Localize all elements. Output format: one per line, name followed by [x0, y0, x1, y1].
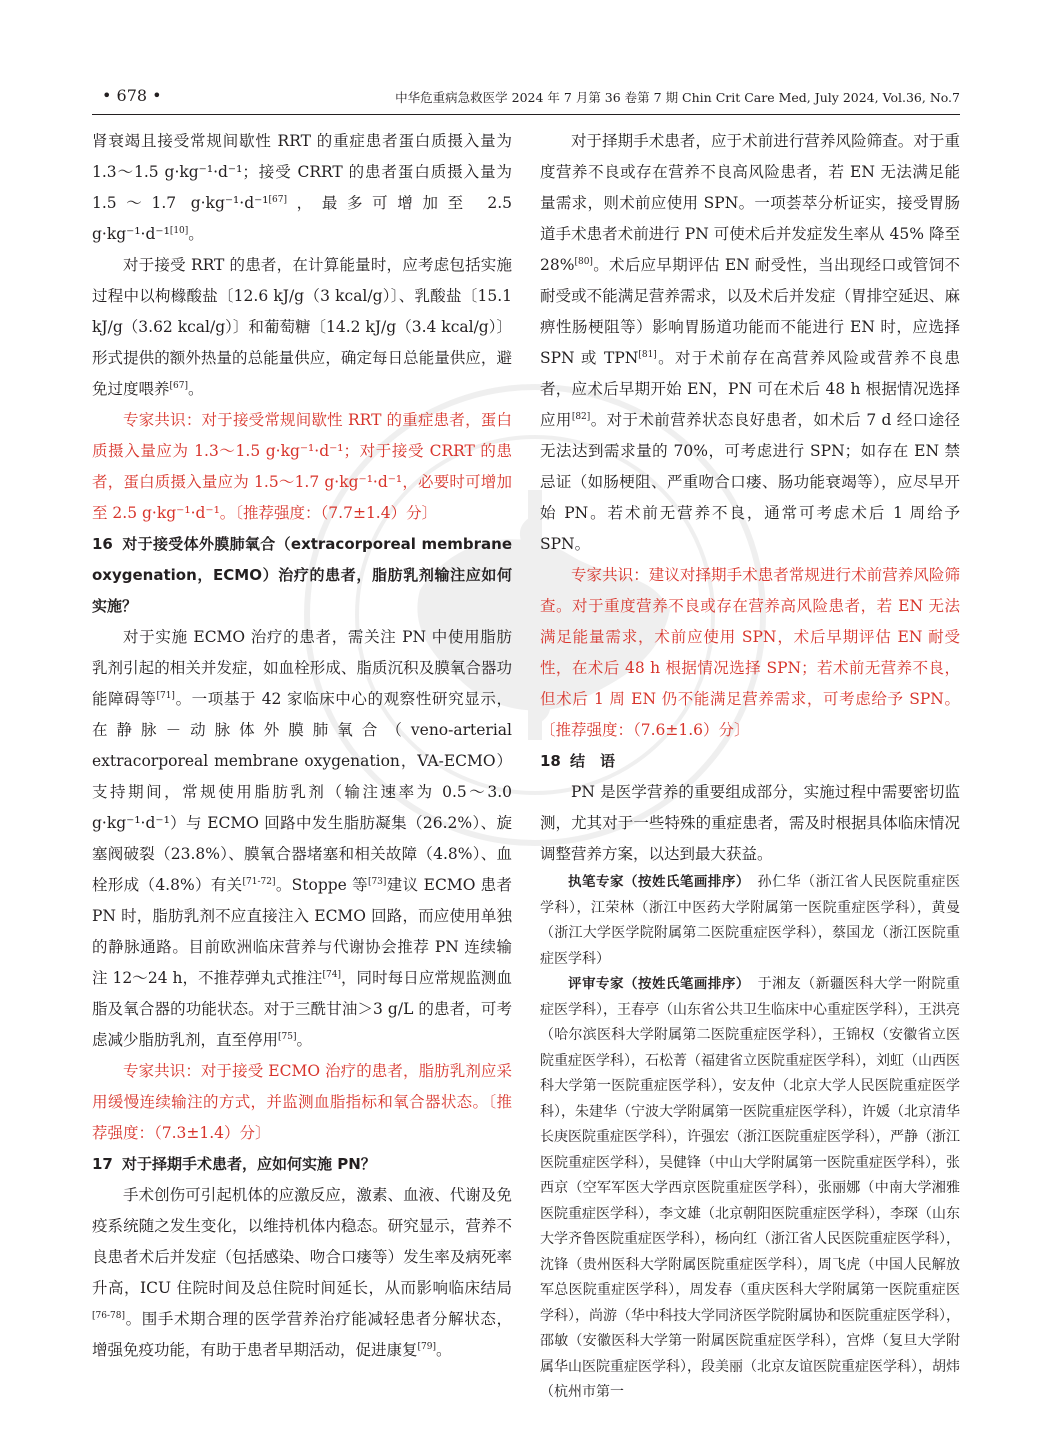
section-heading-18: 18 结 语: [540, 752, 616, 770]
citation: [67]: [169, 380, 188, 391]
citation: [73]: [367, 876, 387, 887]
review-experts: 评审专家（按姓氏笔画排序） 于湘友（新疆医科大学一附院重症医学科），王春亭（山东省公共卫生临床中心重症医学科），王洪亮（哈尔滨医科大学附属第二医院重症医学科），王锦权（安徽省立医院重症医学科），石松菁（福建省立医院重症医学科），刘虹（山西医科大学第一医院重症医学科），安友仲（北京大学人民医院重症医学科），朱建华（宁波大学附属第一医院重症医学科），许媛（北京清华长庚医院重症医学科），许强宏（浙江医院重症医学科），严静（浙江医院重症医学科），吴健锋（中山大学附属第一医院重症医学科），张西京（空军军医大学西京医院重症医学科），张丽娜（中南大学湘雅医院重症医学科），李文雄（北京朝阳医院重症医学科），李琛（山东大学齐鲁医院重症医学科），杨向红（浙江省人民医院重症医学科），沈锋（贵州医科大学附属医院重症医学科），周飞虎（中国人民解放军总医院重症医学科），周发春（重庆医科大学附属第一医院重症医学科），尚游（华中科技大学同济医学院附属协和医院重症医学科），邵敏（安徽医科大学第一附属医院重症医学科），宫烨（复旦大学附属华山医院重症医学科），段美丽（北京友谊医院重症医学科），胡炜（杭州市第一: [540, 976, 961, 1400]
citation: [82]: [571, 411, 591, 422]
citation: [80]: [574, 256, 593, 267]
paragraph: 手术创伤可引起机体的应激反应，激素、血液、代谢及免疫系统随之发生变化，以维持机体内稳态。研究显示，营养不良患者术后并发症（包括感染、吻合口瘘等）发生率及病死率升高，ICU 住院时间及总住院时间延长，从而影响临床结局[76-78]。围手术期合理的医学营养治疗能减轻患者分解状态，增强免疫功能，有助于患者早期活动，促进康复[79]。: [92, 1186, 512, 1359]
citation: [79]: [417, 1341, 436, 1352]
page-number: • 678 •: [102, 86, 162, 105]
expert-consensus: 专家共识：建议对择期手术患者常规进行术前营养风险筛查。对于重度营养不良或存在营养高风险患者，若 EN 无法满足能量需求，术前应使用 SPN，术后早期评估 EN 耐受性，在术后 48 h 根据情况选择 SPN；若术前无营养不良，但术后 1 周 EN 仍不能满足营养需求，可考虑给予 SPN。〔推荐强度：（7.6±1.6）分〕: [540, 566, 960, 739]
right-column: [540, 126, 961, 1400]
citation: [71-72]: [242, 876, 276, 887]
paragraph: PN 是医学营养的重要组成部分，实施过程中需要密切监测，尤其对于一些特殊的重症患者，需及时根据具体临床情况调整营养方案，以达到最大获益。: [540, 783, 960, 863]
citation: [76-78]: [92, 1310, 125, 1321]
expert-consensus: 专家共识：对于接受常规间歇性 RRT 的重症患者，蛋白质摄入量应为 1.3～1.5 g·kg⁻¹·d⁻¹；对于接受 CRRT 的患者，蛋白质摄入量应为 1.5～1.7 g·kg⁻¹·d⁻¹，必要时可增加至 2.5 g·kg⁻¹·d⁻¹。〔推荐强度：（7.7±1.4）分〕: [92, 411, 512, 522]
citation: [71]: [156, 690, 175, 701]
paragraph: 对于择期手术患者，应于术前进行营养风险筛查。对于重度营养不良或存在营养不良高风险患者，若 EN 无法满足能量需求，则术前应使用 SPN。一项荟萃分析证实，接受胃肠道手术患者术前进行 PN 可使术后并发症发生率从 45% 降至 28%[80]。术后应早期评估 EN 耐受性，当出现经口或管饲不耐受或不能满足营养需求，以及术后并发症（胃排空延迟、麻痹性肠梗阻等）影响胃肠道功能而不能进行 EN 时，应选择 SPN 或 TPN[81]。对于术前存在高营养风险或营养不良患者，应术后早期开始 EN，PN 可在术后 48 h 根据情况选择应用[82]。对于术前营养状态良好患者，如术后 7 d 经口途径无法达到需求量的 70%，可考虑进行 SPN；如存在 EN 禁忌证（如肠梗阻、严重吻合口瘘、肠功能衰竭等），应尽早开始 PN。若术前无营养不良，通常可考虑术后 1 周给予 SPN。: [540, 132, 960, 553]
writing-experts-label: 执笔专家（按姓氏笔画排序）: [568, 874, 744, 890]
writing-experts: 执笔专家（按姓氏笔画排序） 孙仁华（浙江省人民医院重症医学科），江荣林（浙江中医药大学附属第一医院重症医学科），黄曼（浙江大学医学院附属第二医院重症医学科），蔡国龙（浙江医院重症医学科）: [540, 874, 961, 967]
citation: [67]: [268, 194, 287, 205]
section-heading-17: 17 对于择期手术患者，应如何实施 PN？: [92, 1155, 376, 1173]
section-heading-16: 16 对于接受体外膜肺氧合（extracorporeal membrane oxygenation，ECMO）治疗的患者，脂肪乳剂输注应如何实施？: [92, 535, 512, 615]
paragraph: 对于接受 RRT 的患者，在计算能量时，应考虑包括实施过程中以枸橼酸盐〔12.6 kJ/g（3 kcal/g）〕、乳酸盐〔15.1 kJ/g（3.62 kcal/g）〕和葡萄糖〔14.2 kJ/g（3.4 kcal/g）〕形式提供的额外热量的总能量供应，确定每日总能量供应，避免过度喂养[67]。: [92, 256, 512, 398]
citation: [81]: [638, 349, 657, 360]
paragraph: 对于实施 ECMO 治疗的患者，需关注 PN 中使用脂肪乳剂引起的相关并发症，如血栓形成、脂质沉积及膜氧合器功能障碍等[71]。一项基于 42 家临床中心的观察性研究显示，在静脉－动脉体外膜肺氧合（veno-arterial extracorporeal membrane oxygenation，VA-ECMO）支持期间，常规使用脂肪乳剂（输注速率为 0.5～3.0 g·kg⁻¹·d⁻¹）与 ECMO 回路中发生脂肪凝集（26.2%）、旋塞阀破裂（23.8%）、膜氧合器堵塞和相关故障（4.8%）、血栓形成（4.8%）有关[71-72]。Stoppe 等[73]建议 ECMO 患者 PN 时，脂肪乳剂不应直接注入 ECMO 回路，而应使用单独的静脉通路。目前欧洲临床营养与代谢协会推荐 PN 连续输注 12～24 h，不推荐弹丸式推注[74]，同时每日应常规监测血脂及氧合器的功能状态。对于三酰甘油＞3 g/L 的患者，可考虑减少脂肪乳剂，直至停用[75]。: [92, 628, 513, 1049]
running-header: [92, 84, 960, 110]
review-experts-label: 评审专家（按姓氏笔画排序）: [568, 976, 744, 992]
header-rule: [92, 114, 960, 115]
left-column: [92, 126, 512, 1388]
journal-citation: 中华危重病急救医学 2024 年 7 月第 36 卷第 7 期 Chin Crit Care Med, July 2024, Vol.36, No.7: [395, 90, 960, 105]
expert-consensus: 专家共识：对于接受 ECMO 治疗的患者，脂肪乳剂应采用缓慢连续输注的方式，并监测血脂指标和氧合器状态。〔推荐强度：（7.3±1.4）分〕: [92, 1062, 512, 1142]
citation: [75]: [278, 1031, 297, 1042]
citation: [10]: [169, 225, 189, 236]
citation: [74]: [322, 969, 341, 980]
paragraph: 肾衰竭且接受常规间歇性 RRT 的重症患者蛋白质摄入量为 1.3～1.5 g·kg⁻¹·d⁻¹；接受 CRRT 的患者蛋白质摄入量为 1.5～1.7 g·kg⁻¹·d⁻¹[67]，最多可增加至 2.5 g·kg⁻¹·d⁻¹[10]。: [92, 132, 513, 243]
